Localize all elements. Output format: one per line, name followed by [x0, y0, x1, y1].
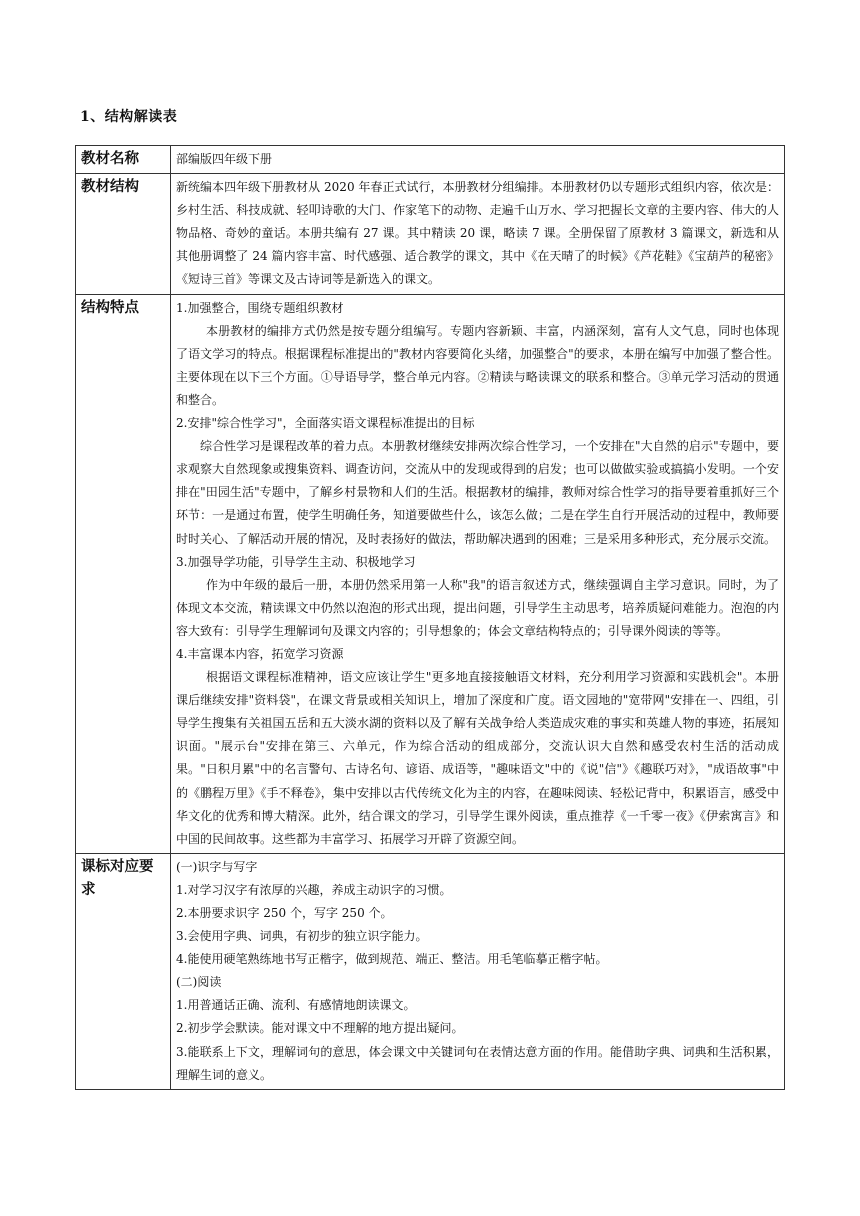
page-heading: 1、结构解读表: [80, 109, 178, 125]
feature-2-title: 2.安排"综合性学习"，全面落实语文课程标准提出的目标: [176, 416, 475, 431]
row-label-features: 结构特点: [76, 294, 171, 853]
structure-table: [75, 145, 785, 1090]
requirement-line: 4.能使用硬笔熟练地书写正楷字，做到规范、端正、整洁。用毛笔临摹正楷字帖。: [176, 952, 608, 967]
feature-4-title: 4.丰富课本内容，拓宽学习资源: [176, 646, 344, 661]
feature-2-text: 综合性学习是课程改革的着力点。本册教材继续安排两次综合性学习，一个安排在"大自然的启示"专题中，要求观察大自然现象或搜集资料、调查访问，交流从中的发现或得到的启发；也可以做做实验或搞搞小发明。一个安排在"田园生活"专题中，了解乡村景物和人们的生活。根据教材的编排，教师对综合性学习的指导要着重抓好三个环节：一是通过布置，使学生明确任务，知道要做些什么，该怎么做；二是在学生自行开展活动的过程中，教师要时时关心、了解活动开展的情况，及时表扬好的做法，帮助解决遇到的困难；三是采用多种形式，充分展示交流。: [176, 439, 779, 546]
row-label-name: 教材名称: [76, 146, 171, 174]
features-content: [171, 294, 785, 853]
row-label-structure: 教材结构: [76, 174, 171, 294]
requirement-line: 2.本册要求识字 250 个，写字 250 个。: [176, 906, 393, 920]
textbook-structure-text: [171, 174, 785, 294]
requirement-line: 3.会使用字典、词典，有初步的独立识字能力。: [176, 929, 428, 944]
feature-4-text: 根据语文课程标准精神，语文应该让学生"更多地直接接触语文材料，充分利用学习资源和实践机会"。本册课后继续安排"资料袋"，在课文背景或相关知识上，增加了深度和广度。语文园地的"宽带网"安排在一、四组，引导学生搜集有关祖国五岳和五大淡水湖的资料以及了解有关战争给人类造成灾难的事实和英雄人物的事迹，拓展知识面。"展示台"安排在第三、六单元，作为综合活动的组成部分，交流认识大自然和感受农村生活的活动成果。"日积月累"中的名言警句、古诗名句、谚语、成语等，"趣味语文"中的《说"信"》《趣联巧对》，"成语故事"中的《鹏程万里》《手不释卷》，集中安排以古代传统文化为主的内容，在趣味阅读、轻松记背中，积累语言，感受中华文化的优秀和博大精深。此外，结合课文的学习，引导学生课外阅读，重点推荐《一千零一夜》《伊索寓言》和中国的民间故事。这些都为丰富学习、拓展学习开辟了资源空间。: [176, 670, 779, 846]
requirement-line: 1.对学习汉字有浓厚的兴趣，养成主动识字的习惯。: [176, 882, 452, 897]
feature-1-title: 1.加强整合，围绕专题组织教材: [176, 300, 344, 315]
table-row-features: [76, 294, 785, 853]
row-label-requirements: 课标对应要求: [76, 853, 171, 1089]
requirement-line: (一)识字与写字: [176, 859, 258, 874]
requirement-line: 3.能联系上下文，理解词句的意思，体会课文中关键词句在表情达意方面的作用。能借助字典、词典和生活积累，理解生词的意义。: [176, 1044, 779, 1082]
requirement-line: 2.初步学会默读。能对课文中不理解的地方提出疑问。: [176, 1021, 464, 1036]
table-row-structure: [76, 174, 785, 294]
requirement-line: 1.用普通话正确、流利、有感情地朗读课文。: [176, 998, 416, 1013]
requirement-line: (二)阅读: [176, 975, 222, 990]
table-row-name: [76, 146, 785, 174]
feature-3-title: 3.加强导学功能，引导学生主动、积极地学习: [176, 554, 416, 569]
table-row-requirements: [76, 853, 785, 1089]
feature-1-text: 本册教材的编排方式仍然是按专题分组编写。专题内容新颖、丰富，内涵深刻，富有人文气息，同时也体现了语文学习的特点。根据课程标准提出的"教材内容要简化头绪，加强整合"的要求，本册在编写中加强了整合性。主要体现在以下三个方面。①导语导学，整合单元内容。②精读与略读课文的联系和整合。③单元学习活动的贯通和整合。: [176, 323, 779, 407]
textbook-name-value: 部编版四年级下册: [171, 146, 785, 174]
structure-paragraph: 新统编本四年级下册教材从 2020 年春正式试行，本册教材分组编排。本册教材仍以专题形式组织内容，依次是：乡村生活、科技成就、轻叩诗歌的大门、作家笔下的动物、走遍千山万水、学习把握长文章的主要内容、伟大的人物品格、奇妙的童话。本册共编有 27 课。其中精读 20 课，略读 7 课。全册保留了原教材 3 篇课文，新选和从其他册调整了 24 篇内容丰富、时代感强、适合教学的课文，其中《在天晴了的时候》《芦花鞋》《宝葫芦的秘密》《短诗三首》等课文及古诗词等是新选入的课文。: [176, 180, 780, 287]
feature-3-text: 作为中年级的最后一册，本册仍然采用第一人称"我"的语言叙述方式，继续强调自主学习意识。同时，为了体现文本交流，精读课文中仍然以泡泡的形式出现，提出问题，引导学生主动思考，培养质疑问难能力。泡泡的内容大致有：引导学生理解词句及课文内容的；引导想象的；体会文章结构特点的；引导课外阅读的等等。: [176, 577, 779, 638]
requirements-content: [171, 853, 785, 1089]
